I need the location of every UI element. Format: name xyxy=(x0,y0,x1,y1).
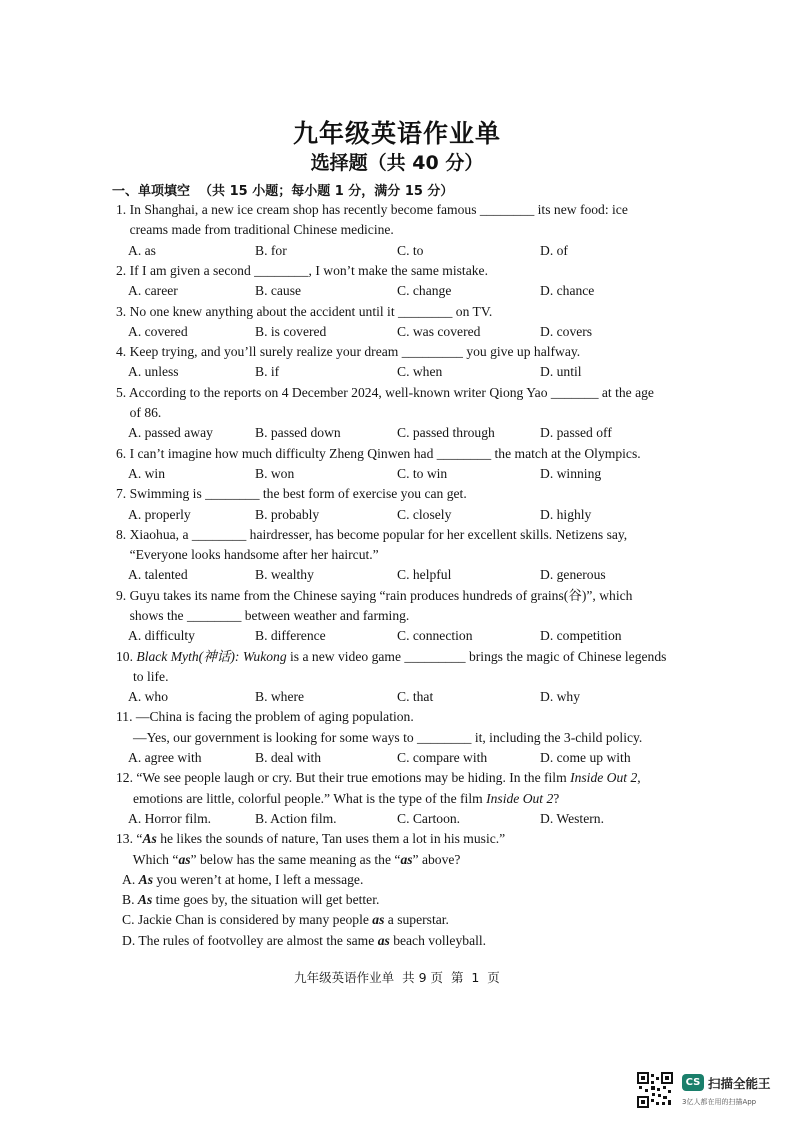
answer-option-b: B. is covered xyxy=(255,324,327,339)
answer-option-a: A. passed away xyxy=(128,425,213,440)
answer-option-c: C. to win xyxy=(397,466,448,481)
answer-option-b: B. for xyxy=(255,243,287,258)
answer-option-d: D. winning xyxy=(540,466,602,481)
answer-option-a: A. win xyxy=(128,466,166,481)
answer-option-c: C. that xyxy=(397,689,434,704)
answer-option-b: B. cause xyxy=(255,283,302,298)
answer-option-d: D. chance xyxy=(540,283,595,298)
answer-option-d: D. why xyxy=(540,689,581,704)
answer-option-a: A. properly xyxy=(128,507,191,522)
question-stem-continuation: —Yes, our government is looking for some ways to ________ it, including the 3-child policy. xyxy=(116,730,643,745)
answer-option-a: A. Horror film. xyxy=(128,811,212,826)
answer-option-a: A. agree with xyxy=(128,750,202,765)
answer-option-b: B. probably xyxy=(255,507,320,522)
question-stem: 6. I can’t imagine how much difficulty Zheng Qinwen had ________ the match at the Olympics. xyxy=(116,446,641,461)
question-stem-continuation: Which “as” below has the same meaning as the “as” above? xyxy=(116,852,461,867)
answer-option-c: C. to xyxy=(397,243,424,258)
answer-option-b: B. difference xyxy=(255,628,326,643)
answer-option-b: B. won xyxy=(255,466,295,481)
answer-option-a: A. covered xyxy=(128,324,188,339)
answer-option-b: B. if xyxy=(255,364,280,379)
answer-option-c: C. when xyxy=(397,364,443,379)
qr-code-icon xyxy=(637,1072,673,1108)
question-stem: 4. Keep trying, and you’ll surely realize your dream _________ you give up halfway. xyxy=(116,344,581,359)
answer-option-c: C. Jackie Chan is considered by many people as a superstar. xyxy=(122,912,449,927)
question-stem-continuation: creams made from traditional Chinese medicine. xyxy=(116,222,394,237)
answer-option-d: D. passed off xyxy=(540,425,612,440)
camscanner-logo-icon: CS xyxy=(682,1074,704,1091)
answer-option-c: C. connection xyxy=(397,628,473,643)
answer-option-d: D. highly xyxy=(540,507,592,522)
answer-option-d: D. Western. xyxy=(540,811,604,826)
answer-option-a: A. career xyxy=(128,283,178,298)
question-stem-continuation: of 86. xyxy=(116,405,162,420)
section-heading: 一、单项填空 （共 15 小题；每小题 1 分，满分 15 分） xyxy=(112,184,454,199)
answer-option-b: B. wealthy xyxy=(255,567,314,582)
answer-option-b: B. As time goes by, the situation will get better. xyxy=(122,892,380,907)
answer-option-c: C. helpful xyxy=(397,567,452,582)
answer-option-d: D. generous xyxy=(540,567,606,582)
answer-option-b: B. passed down xyxy=(255,425,341,440)
question-stem: 11. —China is facing the problem of aging population. xyxy=(116,709,414,724)
answer-option-d: D. of xyxy=(540,243,568,258)
answer-option-b: B. where xyxy=(255,689,305,704)
question-stem: 10. Black Myth(神话): Wukong is a new video game _________ brings the magic of Chinese legends xyxy=(116,649,667,664)
answer-option-d: D. competition xyxy=(540,628,622,643)
answer-option-a: A. who xyxy=(128,689,169,704)
question-stem: 12. “We see people laugh or cry. But their true emotions may be hiding. In the film Inside Out 2, xyxy=(116,770,641,785)
page-title: 九年级英语作业单 xyxy=(292,119,501,148)
answer-option-c: C. closely xyxy=(397,507,452,522)
scanner-brand-name: 扫描全能王 xyxy=(708,1076,771,1091)
answer-option-d: D. covers xyxy=(540,324,593,339)
question-stem-continuation: shows the ________ between weather and farming. xyxy=(116,608,410,623)
answer-option-c: C. passed through xyxy=(397,425,495,440)
answer-option-a: A. As you weren’t at home, I left a message. xyxy=(122,872,364,887)
question-stem: 1. In Shanghai, a new ice cream shop has recently become famous ________ its new food: ice xyxy=(116,202,628,217)
page-footer: 九年级英语作业单 共 9 页 第 1 页 xyxy=(294,970,500,985)
question-stem: 7. Swimming is ________ the best form of exercise you can get. xyxy=(116,486,467,501)
answer-option-b: B. deal with xyxy=(255,750,322,765)
question-stem: 13. “As he likes the sounds of nature, Tan uses them a lot in his music.” xyxy=(116,831,506,846)
scanner-brand-tagline: 3亿人都在用的扫描App xyxy=(682,1098,757,1106)
answer-option-c: C. was covered xyxy=(397,324,481,339)
answer-option-c: C. compare with xyxy=(397,750,488,765)
answer-option-a: A. difficulty xyxy=(128,628,195,643)
question-stem-continuation: emotions are little, colorful people.” What is the type of the film Inside Out 2? xyxy=(116,791,560,806)
question-stem: 8. Xiaohua, a ________ hairdresser, has become popular for her excellent skills. Netizens say, xyxy=(116,527,628,542)
question-stem: 9. Guyu takes its name from the Chinese saying “rain produces hundreds of grains(谷)”, which xyxy=(116,588,633,603)
answer-option-d: D. come up with xyxy=(540,750,631,765)
question-stem-continuation: “Everyone looks handsome after her haircut.” xyxy=(116,547,379,562)
answer-option-a: A. as xyxy=(128,243,156,258)
answer-option-a: A. talented xyxy=(128,567,188,582)
question-stem-continuation: to life. xyxy=(116,669,169,684)
answer-option-c: C. Cartoon. xyxy=(397,811,461,826)
question-stem: 3. No one knew anything about the accident until it ________ on TV. xyxy=(116,304,493,319)
question-stem: 2. If I am given a second ________, I won’t make the same mistake. xyxy=(116,263,488,278)
page-subtitle: 选择题（共 40 分） xyxy=(310,152,484,174)
answer-option-a: A. unless xyxy=(128,364,179,379)
answer-option-d: D. until xyxy=(540,364,582,379)
question-stem: 5. According to the reports on 4 December 2024, well-known writer Qiong Yao _______ at the age xyxy=(116,385,654,400)
answer-option-c: C. change xyxy=(397,283,452,298)
answer-option-d: D. The rules of footvolley are almost the same as beach volleyball. xyxy=(122,933,487,948)
answer-option-b: B. Action film. xyxy=(255,811,337,826)
